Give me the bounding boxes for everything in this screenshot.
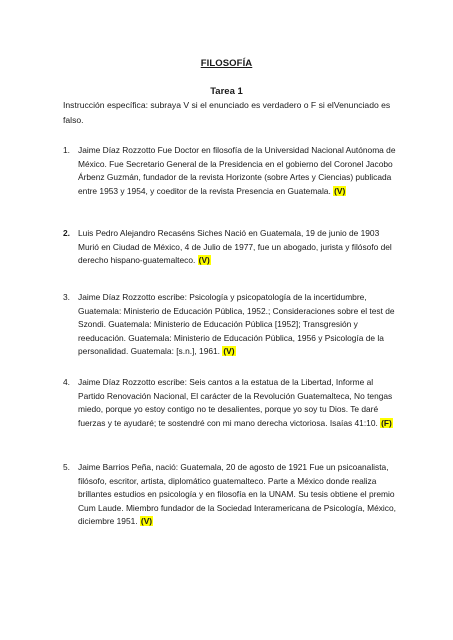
document-subtitle: Tarea 1 xyxy=(210,86,243,97)
item-text: Jaime Díaz Rozzotto escribe: Seis cantos a la estatua de la Libertad, Informe al Partido Renovación Nacional, El carácter de la Revolución Guatemalteca, No tengas miedo, porque yo estoy contigo no te desalientes, porque yo soy tu Dios. Te daré fuerzas y te ayudaré; te sostendré con mi mano derecha victoriosa. Isaías 41:10. xyxy=(78,377,393,428)
item-text: Jaime Barrios Peña, nació: Guatemala, 20 de agosto de 1921 Fue un psicoanalista, filósofo, escritor, artista, diplomático guatemalteco. Parte a México donde realiza brillantes estudios en psicología y en filosofía en la UNAM. Su tesis obtiene el premio Cum Laude. Miembro fundador de la Sociedad Interamericana de Psicología, México, diciembre 1951. xyxy=(78,462,396,527)
answer-highlight: (F) xyxy=(381,417,392,428)
answer-highlight: (V) xyxy=(198,255,210,266)
item-text: Jaime Díaz Rozzotto Fue Doctor en filosofía de la Universidad Nacional Autónoma de México. Fue Secretario General de la Presidencia en el gobierno del Coronel Jacobo Árbenz Guzmán, fundador de la revista Horizonte (sobre Artes y Ciencias) publicada entre 1953 y 1954, y coeditor de la revista Presencia en Guatemala. xyxy=(78,145,396,196)
list-item xyxy=(63,227,400,268)
instruction-text: Instrucción específica: subraya V si el enunciado es verdadero o F si elVenunciado es falso. xyxy=(63,100,391,125)
answer-highlight: (V) xyxy=(140,516,153,527)
item-number: 1. xyxy=(63,145,70,155)
item-text: Jaime Díaz Rozzotto escribe: Psicología y psicopatología de la incertidumbre, Guatemala: Ministerio de Educación Pública, 1952.; Consideraciones sobre el test de Szondi. Guatemala: Ministerio de Educación Pública [1952]; Transgresión y reeducación. Guatemala: Ministerio de Educación Pública, 1956 y Psicología de la personalidad. Guatemala: [s.n.], 1961. xyxy=(78,292,395,357)
item-number: 4. xyxy=(63,377,70,387)
item-text: Luis Pedro Alejandro Recaséns Siches Nació en Guatemala, 19 de junio de 1903 Murió en Ciudad de México, 4 de Julio de 1977, fue un abogado, jurista y filósofo del derecho hispano-guatemalteco. xyxy=(78,228,392,266)
list-item xyxy=(63,144,400,198)
document-title: FILOSOFÍA xyxy=(200,58,253,69)
answer-highlight: (V) xyxy=(223,346,235,357)
answer-highlight: (V) xyxy=(334,185,346,196)
list-item xyxy=(63,461,400,529)
list-item xyxy=(63,376,400,430)
item-number: 2. xyxy=(63,228,70,238)
list-item xyxy=(63,291,400,359)
item-number: 3. xyxy=(63,292,70,302)
item-number: 5. xyxy=(63,462,70,472)
